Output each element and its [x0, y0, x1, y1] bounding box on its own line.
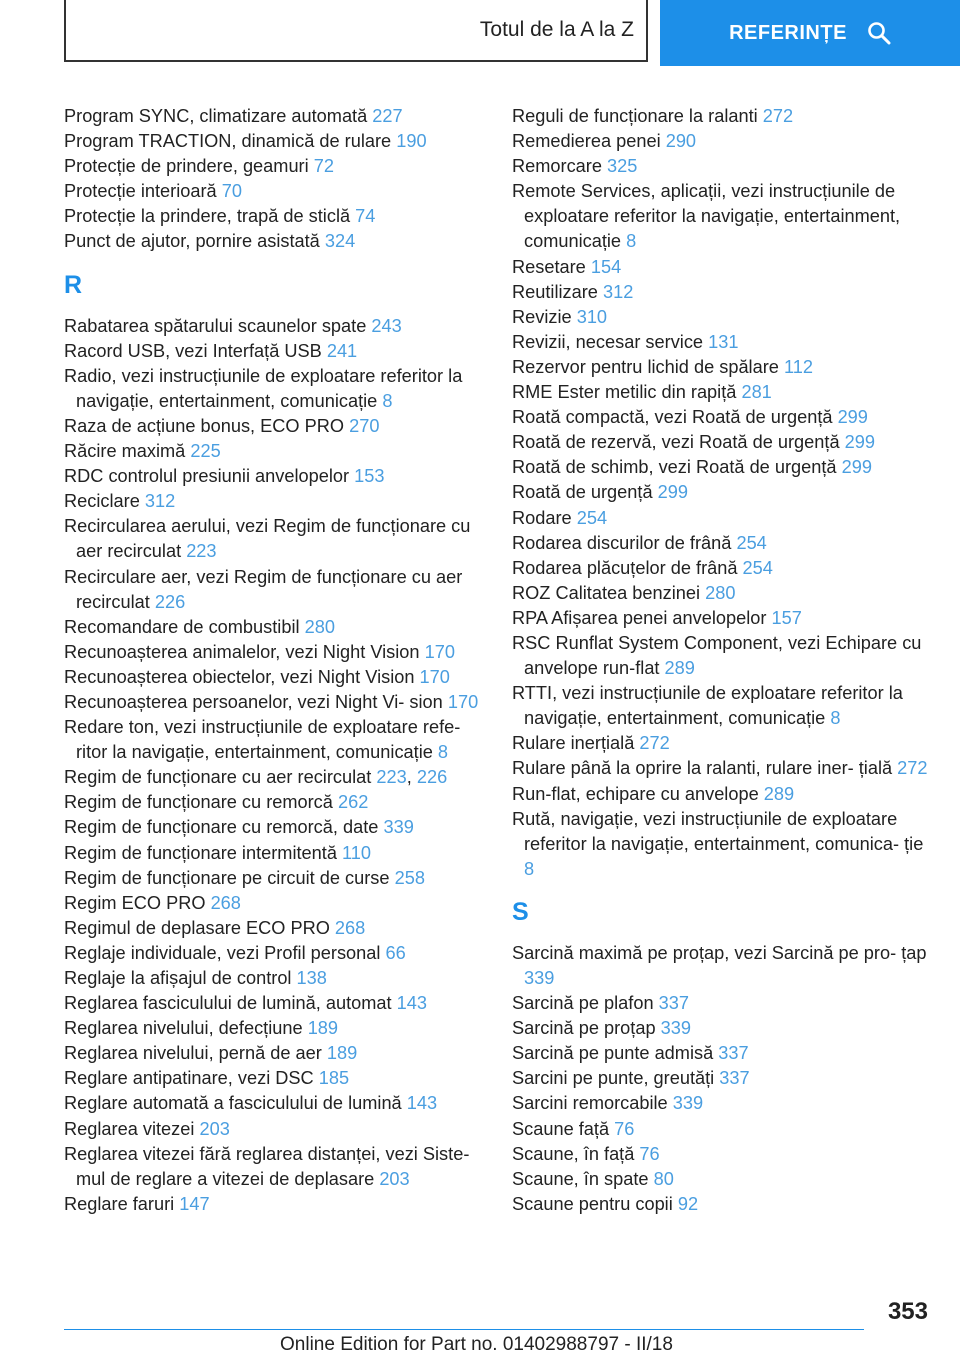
index-entry: [64, 229, 484, 254]
index-entry-text: Program TRACTION, dinamică de rulare: [64, 131, 392, 152]
index-entry: [64, 790, 484, 815]
page-reference-link[interactable]: 299: [657, 482, 688, 503]
index-entry: [512, 581, 932, 606]
page-reference-link[interactable]: 337: [718, 1043, 749, 1064]
index-entry-text: Regim de funcționare cu aer recirculat: [64, 767, 372, 788]
page-header: [0, 0, 960, 66]
page-reference-link[interactable]: 262: [337, 792, 369, 813]
tab-index-a-z[interactable]: [64, 0, 648, 62]
page-reference-link[interactable]: 157: [771, 607, 802, 628]
page-reference-link[interactable]: 289: [763, 783, 795, 804]
index-entry: [64, 866, 484, 891]
index-entry: [512, 1041, 932, 1066]
page-reference-link[interactable]: 76: [614, 1118, 635, 1139]
page-reference-link[interactable]: 143: [396, 993, 427, 1014]
index-entry-text: Protecție la prindere, trapă de sticlă: [64, 206, 351, 227]
page-reference-link[interactable]: 203: [199, 1118, 230, 1139]
index-entry: [512, 380, 932, 405]
page-reference-link[interactable]: 226: [416, 767, 448, 788]
index-entry: [64, 1016, 484, 1041]
page-reference-link[interactable]: 290: [665, 131, 697, 152]
page-reference-link[interactable]: 8: [524, 858, 535, 879]
index-entry-text: Punct de ajutor, pornire asistată: [64, 231, 320, 252]
page-reference-link[interactable]: 227: [372, 106, 403, 126]
index-entry-text: Rută, navigație, vezi instrucțiunile de exploatare referitor la navigație, entertainment, comunica‐ ție: [512, 808, 924, 854]
index-entry: [64, 179, 484, 204]
index-column-right: [512, 104, 932, 1217]
index-entry-text: Sarcini pe punte, greutăți: [512, 1068, 715, 1089]
tab-index-label: Totul de la A la Z: [479, 18, 634, 41]
index-entry: [512, 1091, 932, 1116]
index-column-left: [64, 104, 484, 1217]
index-entry: [512, 480, 932, 505]
page-reference-link[interactable]: 289: [664, 658, 695, 679]
index-entry: [512, 430, 932, 455]
index-entry: [512, 405, 932, 430]
index-entry: [512, 154, 932, 179]
index-entry: [64, 1117, 484, 1142]
page-reference-link[interactable]: 299: [841, 457, 872, 478]
page-reference-link[interactable]: 203: [379, 1168, 410, 1189]
index-entry-text: Regim de funcționare cu remorcă: [64, 792, 333, 813]
page-reference-link[interactable]: 272: [897, 758, 928, 779]
page-reference-link[interactable]: 223: [376, 767, 407, 788]
index-entry-text: Recunoașterea persoanelor, vezi Night Vi‐ sion: [64, 691, 443, 712]
page-reference-link[interactable]: 223: [186, 541, 217, 562]
index-entry-text: Roată de urgență: [512, 482, 653, 503]
index-entry: [64, 154, 484, 179]
index-entry: [512, 731, 932, 756]
index-entry: [64, 941, 484, 966]
index-entry: [512, 1192, 932, 1217]
index-entry: [64, 665, 484, 690]
index-entry: [512, 531, 932, 556]
page-reference-link[interactable]: 241: [326, 340, 358, 361]
index-entry-text: Remorcare: [512, 156, 602, 177]
page-reference-link[interactable]: 8: [830, 708, 841, 729]
index-entry-text: Rezervor pentru lichid de spălare: [512, 356, 779, 377]
index-entry-text: Recomandare de combustibil: [64, 616, 300, 637]
index-entry: [64, 1041, 484, 1066]
index-entry-text: RPA Afișarea penei anvelopelor: [512, 607, 767, 628]
index-entry: [512, 807, 932, 882]
index-entry: [64, 314, 484, 339]
index-entry-text: Resetare: [512, 256, 586, 277]
page-reference-link[interactable]: 324: [324, 231, 356, 252]
page-reference-link[interactable]: 110: [342, 842, 372, 863]
index-entry-text: Rulare inerțială: [512, 733, 635, 754]
index-entry-text: Reglarea nivelului, pernă de aer: [64, 1043, 322, 1064]
index-entry: [64, 414, 484, 439]
page-reference-link[interactable]: 76: [639, 1143, 660, 1164]
page-reference-link[interactable]: 272: [639, 733, 670, 754]
index-entry-text: Revizii, necesar service: [512, 331, 704, 352]
index-entry: [512, 104, 932, 129]
index-entry-text: Run-flat, echipare cu anvelope: [512, 783, 759, 804]
index-entry: [64, 690, 484, 715]
index-entry: [64, 841, 484, 866]
page-reference-link[interactable]: 185: [318, 1068, 350, 1089]
index-entry-text: Regim de funcționare pe circuit de curse: [64, 867, 390, 888]
index-entry: [64, 815, 484, 840]
page-reference-link[interactable]: 170: [424, 641, 455, 662]
index-entry: [64, 339, 484, 364]
page-reference-link[interactable]: 92: [677, 1193, 699, 1214]
page-reference-link[interactable]: 339: [524, 968, 555, 988]
footer-divider: [64, 1329, 864, 1330]
page-reference-link[interactable]: 280: [705, 582, 736, 603]
index-entry-text: Rodare: [512, 507, 572, 528]
index-entry-text: Regimul de deplasare ECO PRO: [64, 917, 330, 938]
index-entry-text: Redare ton, vezi instrucțiunile de exploatare refe‐ ritor la navigație, entertainment, comunicație: [64, 717, 461, 763]
index-entry-text: Reglare antipatinare, vezi DSC: [64, 1068, 314, 1089]
page-reference-link[interactable]: 254: [576, 507, 608, 528]
index-entry-text: Reglare faruri: [64, 1193, 175, 1214]
index-entry: [64, 565, 484, 615]
page-reference-link[interactable]: 8: [437, 742, 449, 763]
index-entry-text: Sarcină pe punte admisă: [512, 1043, 714, 1064]
page-reference-link[interactable]: 258: [394, 867, 425, 888]
index-entry-text: Scaune, în față: [512, 1143, 635, 1164]
index-entry-text: RME Ester metilic din rapiță: [512, 382, 737, 403]
index-entry: [512, 631, 932, 681]
index-entry: [512, 1167, 932, 1192]
page-reference-link[interactable]: 143: [406, 1093, 438, 1114]
page-reference-link[interactable]: 8: [382, 390, 393, 411]
page-reference-link[interactable]: 66: [385, 942, 406, 963]
page-reference-link[interactable]: 337: [658, 993, 689, 1014]
index-entry: [64, 1192, 484, 1217]
page-reference-link[interactable]: 170: [447, 691, 479, 712]
index-entry-text: Recircularea aerului, vezi Regim de funcționare cu aer recirculat: [64, 516, 471, 562]
index-entry-text: Rabatarea spătarului scaunelor spate: [64, 315, 367, 336]
index-entry: [512, 782, 932, 807]
index-entry-text: Reglarea vitezei: [64, 1118, 195, 1139]
page-reference-link[interactable]: 138: [296, 968, 327, 988]
index-entry-text: Regim de funcționare cu remorcă, date: [64, 817, 379, 838]
page-reference-link[interactable]: 243: [371, 315, 402, 336]
index-entry-text: Rodarea discurilor de frână: [512, 532, 732, 553]
index-entry-text: Roată compactă, vezi Roată de urgență: [512, 407, 833, 428]
index-entry: [64, 464, 484, 489]
index-entry-text: RDC controlul presiunii anvelopelor: [64, 466, 350, 487]
index-entry: [64, 615, 484, 640]
index-entry: [64, 1142, 484, 1192]
page-reference-link[interactable]: 70: [221, 181, 242, 202]
index-entry-text: Racord USB, vezi Interfață USB: [64, 340, 322, 361]
index-entry: [64, 489, 484, 514]
page-reference-link[interactable]: 339: [383, 817, 414, 838]
index-entry: [512, 305, 932, 330]
index-entry: [512, 330, 932, 355]
page-reference-link[interactable]: 299: [837, 407, 868, 428]
index-entry-text: Sarcină maximă pe proțap, vezi Sarcină pe pro‐ țap: [512, 942, 927, 963]
index-entry-text: Scaune, în spate: [512, 1168, 649, 1189]
index-entry: [64, 104, 484, 129]
search-icon[interactable]: [867, 21, 891, 45]
page-reference-link[interactable]: 281: [741, 382, 772, 403]
page-reference-link[interactable]: 147: [179, 1193, 210, 1214]
index-entry: [64, 1091, 484, 1116]
index-entry-text: Răcire maximă: [64, 441, 186, 462]
index-entry-text: Sarcină pe plafon: [512, 993, 654, 1014]
index-entry-text: Reglaje la afișajul de control: [64, 968, 292, 988]
page-reference-link[interactable]: 80: [653, 1168, 674, 1189]
index-entry-text: Scaune față: [512, 1118, 610, 1139]
page-reference-link[interactable]: 299: [844, 432, 875, 453]
index-entry: [64, 916, 484, 941]
page-number: 353: [887, 1298, 928, 1325]
tab-references-label: REFERINȚE: [729, 21, 847, 44]
page-reference-link[interactable]: 325: [607, 156, 638, 177]
index-entry-text: Reglaje individuale, vezi Profil personal: [64, 942, 381, 963]
page-reference-link[interactable]: 112: [783, 356, 813, 377]
index-entry-text: Regim ECO PRO: [64, 892, 206, 913]
index-entry: [512, 1016, 932, 1041]
footer-edition: Online Edition for Part no. 01402988797 - II/18: [280, 1334, 673, 1355]
index-entry: [64, 204, 484, 229]
index-entry-text: Reglarea nivelului, defecțiune: [64, 1018, 303, 1039]
index-entry: [512, 455, 932, 480]
index-entry: [512, 991, 932, 1016]
index-entry-text: Roată de schimb, vezi Roată de urgență: [512, 457, 837, 478]
page-reference-link[interactable]: 270: [349, 415, 380, 436]
page-reference-link[interactable]: 72: [313, 156, 334, 177]
page-reference-link[interactable]: 8: [626, 231, 637, 252]
page-reference-link[interactable]: 339: [660, 1018, 691, 1039]
page-reference-link[interactable]: 226: [154, 591, 186, 612]
page-reference-link[interactable]: 254: [736, 532, 767, 553]
index-entry-text: Program SYNC, climatizare automată: [64, 106, 368, 126]
page-reference-link[interactable]: 280: [304, 616, 335, 637]
index-entry-text: RSC Runflat System Component, vezi Echipare cu anvelope run-flat: [512, 632, 922, 679]
page-reference-link[interactable]: 268: [210, 892, 241, 913]
page-reference-link[interactable]: 225: [190, 441, 221, 462]
page-reference-link[interactable]: 131: [708, 331, 739, 352]
page-reference-link[interactable]: 272: [762, 106, 794, 126]
page-reference-link[interactable]: 74: [355, 206, 376, 227]
index-entry-text: Rulare până la oprire la ralanti, rulare iner‐ țială: [512, 758, 893, 779]
index-entry: [64, 129, 484, 154]
index-entry: [64, 715, 484, 765]
index-entry: [512, 179, 932, 254]
index-entry-text: Scaune pentru copii: [512, 1193, 673, 1214]
index-entry: [64, 1066, 484, 1091]
index-entry: [64, 966, 484, 991]
index-entry: [512, 756, 932, 781]
index-section-letter: S: [512, 897, 529, 926]
index-entry: [512, 255, 932, 280]
index-entry: [512, 355, 932, 380]
index-entry-text: Reutilizare: [512, 281, 598, 302]
index-entry-text: Regim de funcționare intermitentă: [64, 842, 337, 863]
index-entry: [64, 364, 484, 414]
index-entry-text: Sarcini remorcabile: [512, 1093, 668, 1114]
index-entry-text: RTTI, vezi instrucțiunile de exploatare referitor la navigație, entertainment, comunicație: [512, 683, 903, 729]
index-entry: [64, 991, 484, 1016]
page-reference-link[interactable]: 154: [590, 256, 622, 277]
page-reference-link[interactable]: 170: [419, 666, 450, 687]
page-reference-link[interactable]: 312: [602, 281, 634, 302]
index-entry: [512, 556, 932, 581]
page-reference-link[interactable]: 310: [576, 306, 608, 327]
index-entry-text: Rodarea plăcuțelor de frână: [512, 557, 738, 578]
page-reference-link[interactable]: 337: [719, 1068, 750, 1089]
index-entry-text: Sarcină pe proțap: [512, 1018, 656, 1039]
index-entry-text: Reglarea fasciculului de lumină, automat: [64, 993, 392, 1014]
index-entry: [512, 280, 932, 305]
page-reference-link[interactable]: 153: [354, 466, 385, 487]
index-entry: [64, 514, 484, 564]
index-entry-text: Roată de rezervă, vezi Roată de urgență: [512, 432, 840, 453]
page-reference-link[interactable]: 339: [672, 1093, 704, 1114]
index-entry-text: Reguli de funcționare la ralanti: [512, 106, 758, 126]
page-reference-link[interactable]: 190: [396, 131, 427, 152]
page-reference-link[interactable]: 189: [326, 1043, 358, 1064]
index-entry-text: Protecție interioară: [64, 181, 217, 202]
index-entry-text: Reciclare: [64, 491, 140, 512]
page-reference-link[interactable]: 268: [334, 917, 366, 938]
index-entry-text: Revizie: [512, 306, 572, 327]
index-entry: [512, 129, 932, 154]
index-entry-text: Remote Services, aplicații, vezi instrucțiunile de exploatare referitor la navigație, entertainment, comunicație: [512, 181, 901, 252]
index-entry-text: Raza de acțiune bonus, ECO PRO: [64, 415, 345, 436]
index-entry: [512, 1142, 932, 1167]
index-entry: Regim de funcționare cu aer recirculat 223, 226: [64, 767, 448, 788]
index-entry: [64, 439, 484, 464]
index-entry: [64, 640, 484, 665]
page-reference-link[interactable]: 254: [742, 557, 773, 578]
index-entry-text: Recirculare aer, vezi Regim de funcționare cu aer recirculat: [64, 566, 463, 612]
index-entry: [512, 606, 932, 631]
index-entry: [64, 891, 484, 916]
index-entry-text: Recunoașterea animalelor, vezi Night Vision: [64, 641, 420, 662]
page-reference-link[interactable]: 189: [307, 1018, 339, 1039]
index-entry-text: Radio, vezi instrucțiunile de exploatare referitor la navigație, entertainment, comunicație: [64, 365, 463, 411]
index-entry: [512, 1066, 932, 1091]
index-entry: [512, 506, 932, 531]
index-entry-text: ROZ Calitatea benzinei: [512, 582, 701, 603]
index-entry: [512, 1117, 932, 1142]
index-entry: [512, 681, 932, 731]
index-entry-text: Reglare automată a fasciculului de lumină: [64, 1093, 402, 1114]
tab-references[interactable]: [660, 0, 960, 66]
index-entry-text: Remedierea penei: [512, 131, 661, 152]
index-entry: [512, 941, 932, 991]
index-entry-text: Reglarea vitezei fără reglarea distanței, vezi Siste‐ mul de reglare a vitezei de deplasare: [64, 1143, 470, 1189]
page-reference-link[interactable]: 312: [144, 491, 176, 512]
index-section-letter: R: [64, 270, 83, 299]
index-entry-text: Recunoașterea obiectelor, vezi Night Vision: [64, 666, 415, 687]
index-entry-text: Protecție de prindere, geamuri: [64, 156, 309, 177]
